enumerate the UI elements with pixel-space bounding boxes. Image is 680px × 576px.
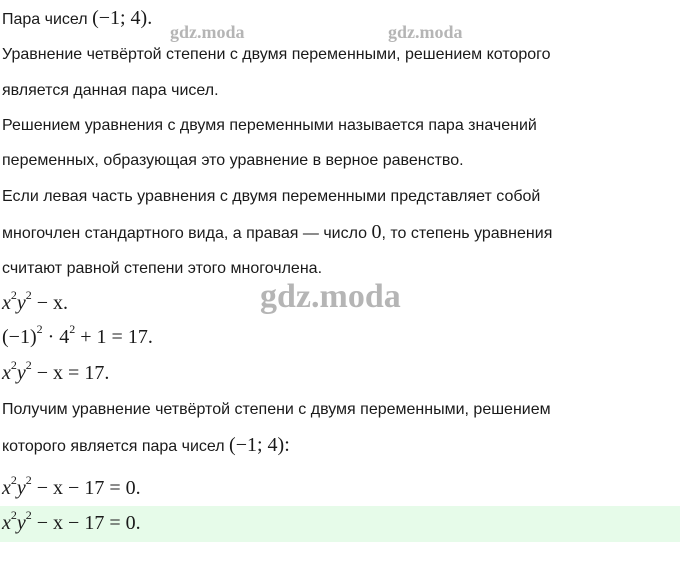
formula-rest: + 1 = 17. <box>75 326 153 348</box>
text: , то степень уравнения <box>381 225 553 242</box>
text-line-4: Решением уравнения с двумя переменными называется пара значений <box>2 117 537 134</box>
formula-5-answer <box>2 508 141 534</box>
watermark-top-right: gdz.moda <box>388 22 463 42</box>
text-line-6: Если левая часть уравнения с двумя переменными представляет собой <box>2 188 541 205</box>
math-pair: (−1; 4). <box>92 7 153 29</box>
var-x: x <box>2 512 11 534</box>
formula-1 <box>2 288 69 314</box>
text-line-8: считают равной степени этого многочлена. <box>2 260 323 277</box>
exponent: 2 <box>10 508 17 523</box>
text-line-2: Уравнение четвёртой степени с двумя переменными, решением которого <box>2 46 551 63</box>
formula-rest: − x = 17. <box>31 362 110 384</box>
middle: · 4 <box>42 326 70 348</box>
formula-rest: − x − 17 = 0. <box>31 477 141 499</box>
formula-4 <box>2 473 141 499</box>
text: многочлен стандартного вида, а правая — число <box>2 225 372 242</box>
exponent: 2 <box>25 473 32 488</box>
exponent: 2 <box>10 473 17 488</box>
var-x: x <box>2 292 11 314</box>
text: Пара чисел <box>2 11 93 28</box>
var-x: x <box>2 362 11 384</box>
exponent: 2 <box>10 358 17 373</box>
var-y: y <box>16 512 26 534</box>
var-y: y <box>16 292 26 314</box>
math-pair: (−1; 4): <box>229 434 290 456</box>
exponent: 2 <box>69 322 76 337</box>
exponent: 2 <box>25 288 32 303</box>
math-zero: 0 <box>371 221 382 243</box>
text-line-1 <box>2 7 152 31</box>
text-line-12: Получим уравнение четвёртой степени с двумя переменными, решением <box>2 401 551 418</box>
text-line-5: переменных, образующая это уравнение в верное равенство. <box>2 152 464 169</box>
watermark-top-left: gdz.moda <box>170 22 245 42</box>
var-y: y <box>16 477 26 499</box>
watermark-center: gdz.moda <box>260 278 401 315</box>
text-line-7 <box>2 221 552 245</box>
exponent: 2 <box>25 508 32 523</box>
base: (−1) <box>2 326 37 348</box>
var-y: y <box>16 362 26 384</box>
text: которого является пара чисел <box>2 438 230 455</box>
exponent: 2 <box>25 358 32 373</box>
formula-2 <box>2 322 153 348</box>
var-x: x <box>2 477 11 499</box>
formula-3 <box>2 358 110 384</box>
formula-rest: − x − 17 = 0. <box>31 512 141 534</box>
text-line-3: является данная пара чисел. <box>2 82 219 99</box>
formula-rest: − x. <box>31 292 69 314</box>
text-line-13 <box>2 434 290 458</box>
exponent: 2 <box>36 322 43 337</box>
exponent: 2 <box>10 288 17 303</box>
